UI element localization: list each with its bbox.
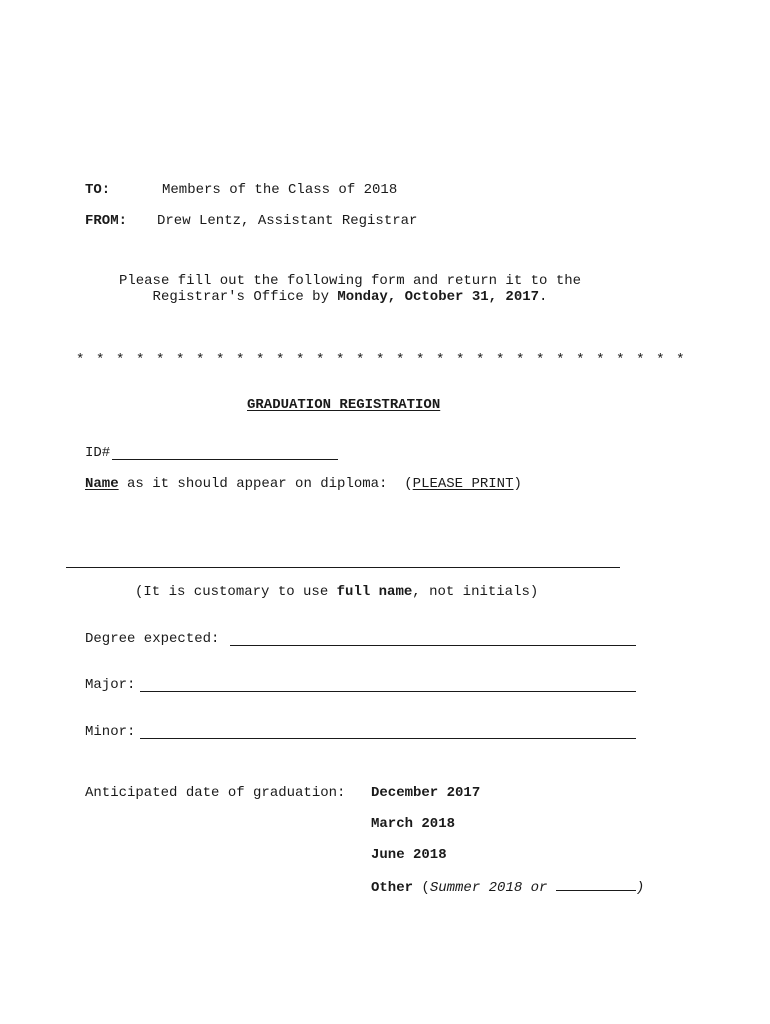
degree-field[interactable] (230, 645, 636, 646)
minor-label: Minor: (85, 724, 136, 740)
option-june-2018[interactable]: June 2018 (371, 847, 447, 863)
name-close: ) (513, 476, 522, 492)
option-december-2017[interactable]: December 2017 (371, 785, 481, 801)
from-value: Drew Lentz, Assistant Registrar (157, 213, 418, 229)
degree-label: Degree expected: (85, 631, 220, 647)
id-label: ID# (85, 445, 111, 461)
major-field[interactable] (140, 691, 636, 692)
id-field[interactable] (112, 459, 338, 460)
customary-prefix: (It is customary to use (135, 584, 337, 600)
major-label: Major: (85, 677, 136, 693)
instructions-line-2 (0, 289, 700, 305)
to-value: Members of the Class of 2018 (162, 182, 398, 198)
name-rest: as it should appear on diploma: ( (118, 476, 413, 492)
other-paren-open: ( (413, 880, 430, 896)
instructions-line-1: Please fill out the following form and return it to the (118, 273, 582, 289)
deadline: Monday, October 31, 2017 (337, 289, 540, 305)
option-march-2018[interactable]: March 2018 (371, 816, 456, 832)
instructions-prefix: Registrar's Office by (152, 289, 338, 305)
other-field[interactable] (556, 878, 636, 891)
other-label: Other (371, 880, 414, 896)
customary-note (135, 584, 538, 600)
to-label: TO: (85, 182, 111, 198)
minor-field[interactable] (140, 738, 636, 739)
option-other[interactable] (371, 878, 644, 896)
form-title: GRADUATION REGISTRATION (247, 397, 441, 413)
customary-suffix: , not initials) (412, 584, 539, 600)
other-hint: Summer 2018 or (429, 880, 556, 896)
customary-bold: full name (336, 584, 413, 600)
asterisk-divider: * * * * * * * * * * * * * * * * * * * * * * * * * * * * * * * (76, 352, 687, 368)
instructions-suffix: . (539, 289, 548, 305)
name-label: Name (85, 476, 119, 492)
other-paren-close: ) (635, 880, 645, 896)
graduation-label: Anticipated date of graduation: (85, 785, 346, 801)
from-label: FROM: (85, 213, 128, 229)
name-instruction (85, 476, 522, 492)
please-print: PLEASE PRINT (412, 476, 514, 492)
diploma-name-field[interactable] (66, 567, 620, 568)
